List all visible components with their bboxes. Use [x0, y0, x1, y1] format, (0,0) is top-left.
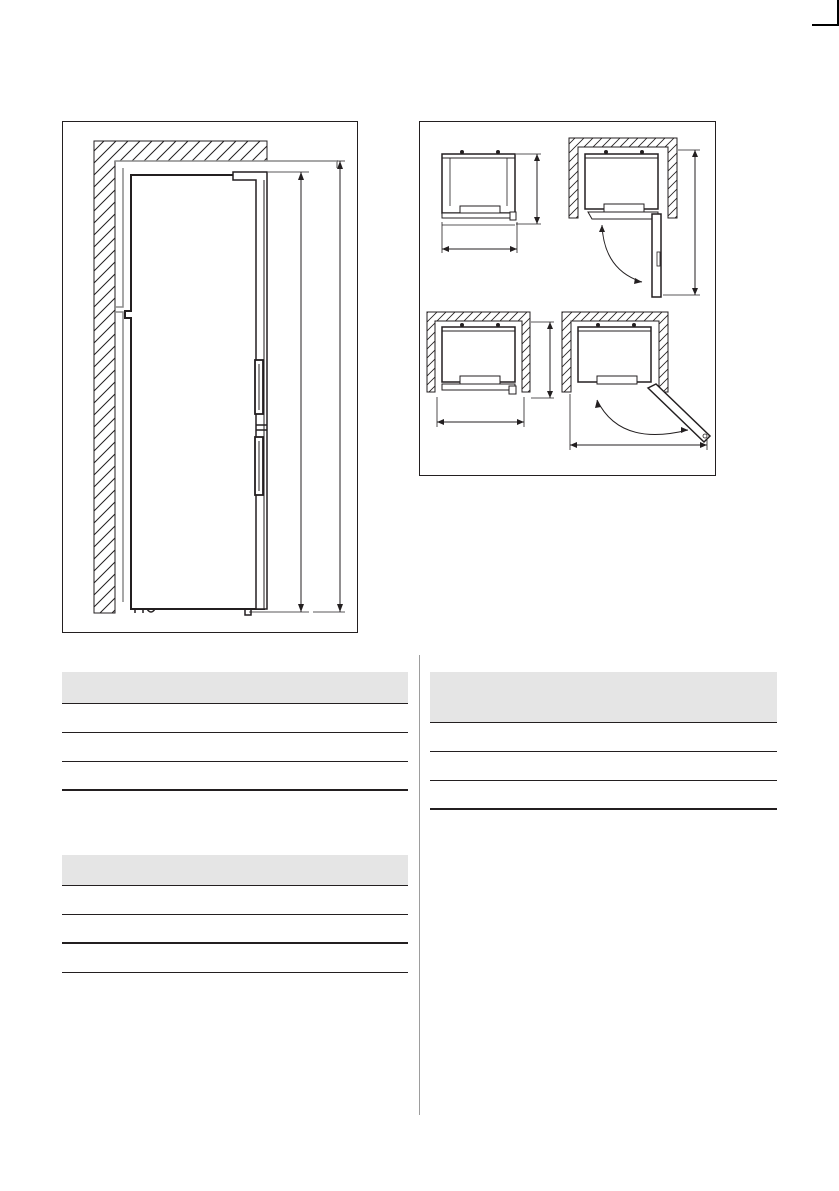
top-view-freestanding [442, 150, 541, 253]
table-row [62, 886, 408, 915]
dimensions-table [62, 672, 408, 791]
door-clearance-table [430, 672, 777, 810]
column-divider [419, 655, 420, 1115]
table-row [430, 752, 777, 781]
table-row [430, 781, 777, 810]
side-view-figure [62, 121, 358, 633]
top-views-figure [419, 121, 716, 476]
fridge-side-elevation-drawing [63, 122, 359, 634]
fridge-body [125, 175, 264, 609]
fridge-top-views-drawing [420, 122, 717, 477]
table-row [62, 704, 408, 733]
door-clearance-table-header [430, 672, 777, 723]
top-view-niche-closed [427, 312, 554, 427]
table-row [62, 944, 408, 973]
page-corner-marker [812, 0, 839, 26]
top-view-niche-door-wide-open [562, 312, 710, 450]
space-required-table [62, 855, 408, 973]
dimensions-table-header [62, 672, 408, 704]
table-row [62, 762, 408, 791]
top-view-niche-door-open [569, 138, 700, 297]
table-row [62, 733, 408, 762]
table-row [62, 915, 408, 944]
clearance-outline [115, 161, 337, 168]
space-required-table-header [62, 855, 408, 886]
table-row [430, 723, 777, 752]
